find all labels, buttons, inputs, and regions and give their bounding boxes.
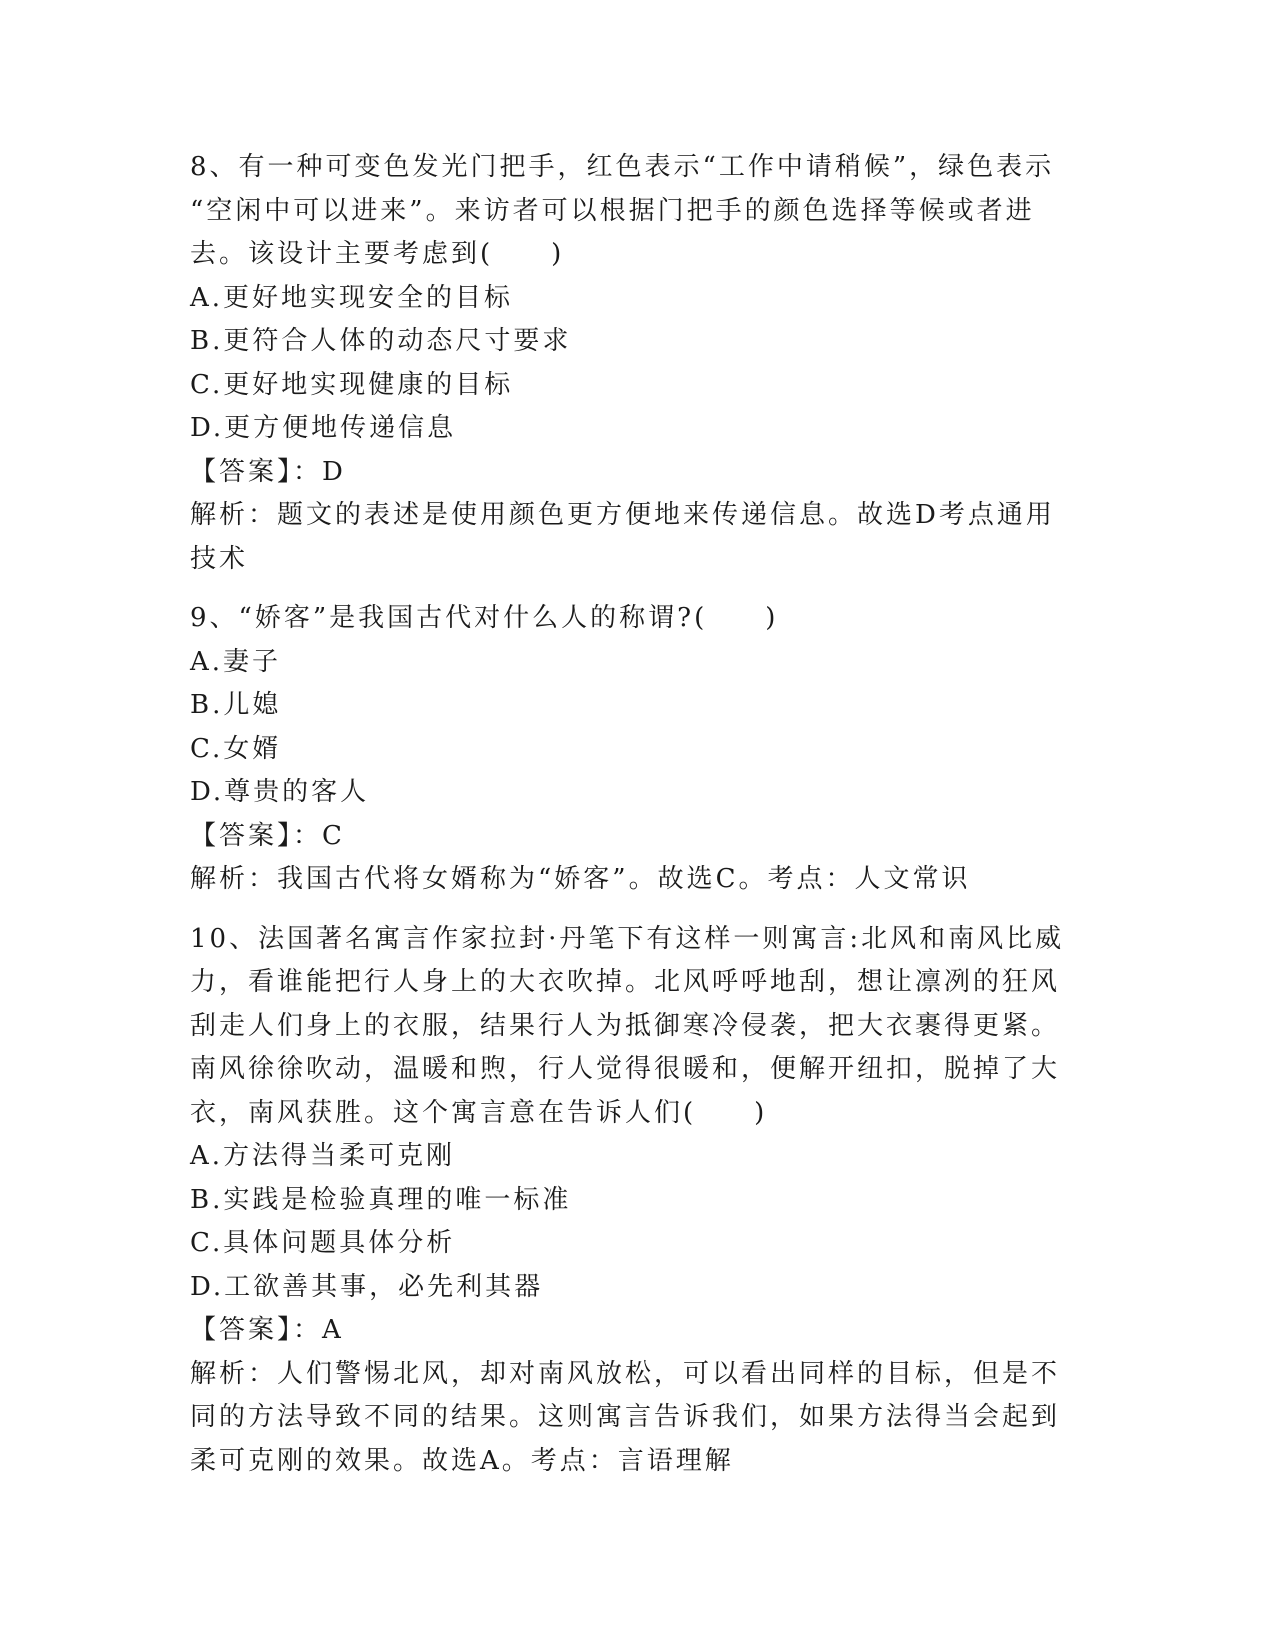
question-10 — [190, 918, 1090, 1484]
question-stem-line: 去。该设计主要考虑到( ) — [190, 239, 565, 269]
question-8 — [190, 146, 1090, 581]
answer-line: 【答案】：A — [190, 1315, 344, 1345]
option-c: C.女婿 — [190, 733, 282, 764]
question-stem-line: “空闲中可以进来”。来访者可以根据门把手的颜色选择等候或者进 — [190, 195, 1035, 226]
question-stem-line: 南风徐徐吹动，温暖和煦，行人觉得很暖和，便解开纽扣，脱掉了大 — [190, 1054, 1061, 1084]
option-b: B.更符合人体的动态尺寸要求 — [190, 326, 572, 356]
analysis-line: 解析：我国古代将女婿称为“娇客”。故选C。考点：人文常识 — [190, 864, 971, 894]
analysis-line: 解析：人们警惕北风，却对南风放松，可以看出同样的目标，但是不 — [190, 1358, 1061, 1389]
option-b: B.儿媳 — [190, 690, 282, 720]
answer-line: 【答案】：C — [190, 820, 345, 851]
analysis-line: 同的方法导致不同的结果。这则寓言告诉我们，如果方法得当会起到 — [190, 1402, 1061, 1432]
option-d: D.更方便地传递信息 — [190, 413, 457, 443]
option-d: D.工欲善其事，必先利其器 — [190, 1271, 544, 1302]
question-stem-line: 9、“娇客”是我国古代对什么人的称谓?( ) — [190, 603, 779, 633]
option-a: A.更好地实现安全的目标 — [190, 282, 514, 313]
question-stem-line: 衣，南风获胜。这个寓言意在告诉人们( ) — [190, 1097, 768, 1128]
option-d: D.尊贵的客人 — [190, 777, 370, 807]
question-stem-line: 8、有一种可变色发光门把手，红色表示“工作中请稍候”，绿色表示 — [190, 152, 1055, 182]
analysis-line: 柔可克刚的效果。故选A。考点：言语理解 — [190, 1445, 734, 1476]
option-a: A.方法得当柔可克刚 — [190, 1141, 456, 1171]
document-content — [190, 146, 1090, 1483]
question-stem-line: 刮走人们身上的衣服，结果行人为抵御寒冷侵袭，把大衣裹得更紧。 — [190, 1010, 1061, 1041]
question-stem-line: 力，看谁能把行人身上的大衣吹掉。北风呼呼地刮，想让凛冽的狂风 — [190, 967, 1061, 997]
analysis-line: 解析：题文的表述是使用颜色更方便地来传递信息。故选D考点通用 — [190, 500, 1055, 530]
question-stem-line: 10、法国著名寓言作家拉封·丹笔下有这样一则寓言:北风和南风比威 — [190, 923, 1065, 954]
analysis-line: 技术 — [190, 543, 249, 574]
option-a: A.妻子 — [190, 646, 282, 677]
option-c: C.更好地实现健康的目标 — [190, 369, 514, 400]
option-b: B.实践是检验真理的唯一标准 — [190, 1184, 572, 1215]
answer-line: 【答案】：D — [190, 456, 346, 487]
question-9 — [190, 597, 1090, 902]
option-c: C.具体问题具体分析 — [190, 1228, 456, 1258]
